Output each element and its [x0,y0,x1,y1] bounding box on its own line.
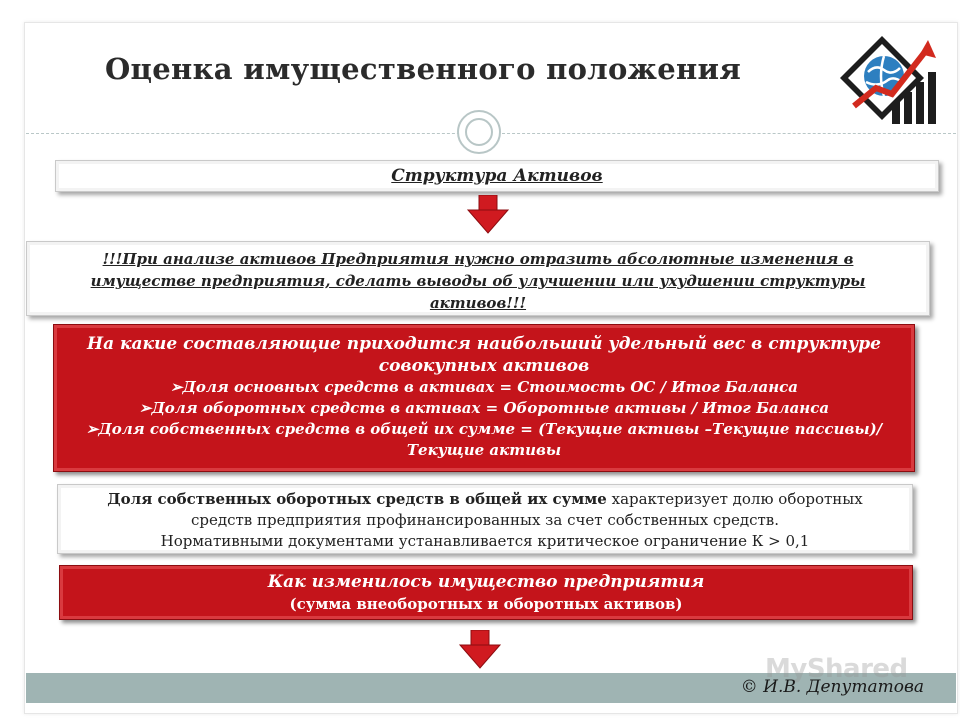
bullet-arrow-icon: ➢ [85,420,99,438]
list-item: ➢Доля основных средств в активах = Стоимость ОС / Итог Баланса [169,378,799,396]
list-item: ➢Доля оборотных средств в активах = Оборотные активы / Итог Баланса [138,399,830,417]
structure-box [55,160,939,192]
page-title: Оценка имущественного положения [105,52,742,86]
watermark: MyShared [765,654,908,684]
list-item: ➢Доля собственных средств в общей их сумме = (Текущие активы –Текущие пассивы)/Текущие активы [85,420,883,459]
analysis-note: !!!При анализе активов Предприятия нужно отразить абсолютные изменения в имуществе предприятия, сделать выводы об улучшении или ухудшении структуры активов!!! [26,241,930,316]
logo-globe-chart-icon [832,28,942,136]
structure-box-label: Структура Активов [391,166,603,186]
asset-components-box [53,324,915,472]
own-funds-text: Доля собственных оборотных средств в общей их сумме характеризует долю оборотных средств предприятия профинансированных за счет собственных средств. [107,490,863,529]
property-change-subtitle: (сумма внеоборотных и оборотных активов) [289,595,683,613]
down-arrow-icon [466,195,510,235]
down-arrow-icon [458,630,502,670]
property-change-title: Как изменилось имущество предприятия [267,572,705,592]
bullet-arrow-icon: ➢ [169,378,183,396]
circle-ornament-icon [457,110,501,154]
own-funds-limit: Нормативными документами устанавливается критическое ограничение К > 0,1 [160,532,810,550]
bullet-arrow-icon: ➢ [138,399,152,417]
property-change-box [59,565,913,620]
components-heading: На какие составляющие приходится наибольший удельный вес в структуре совокупных активов [87,334,881,376]
own-funds-box [57,484,913,554]
copyright: © И.В. Депутатова [740,677,924,697]
